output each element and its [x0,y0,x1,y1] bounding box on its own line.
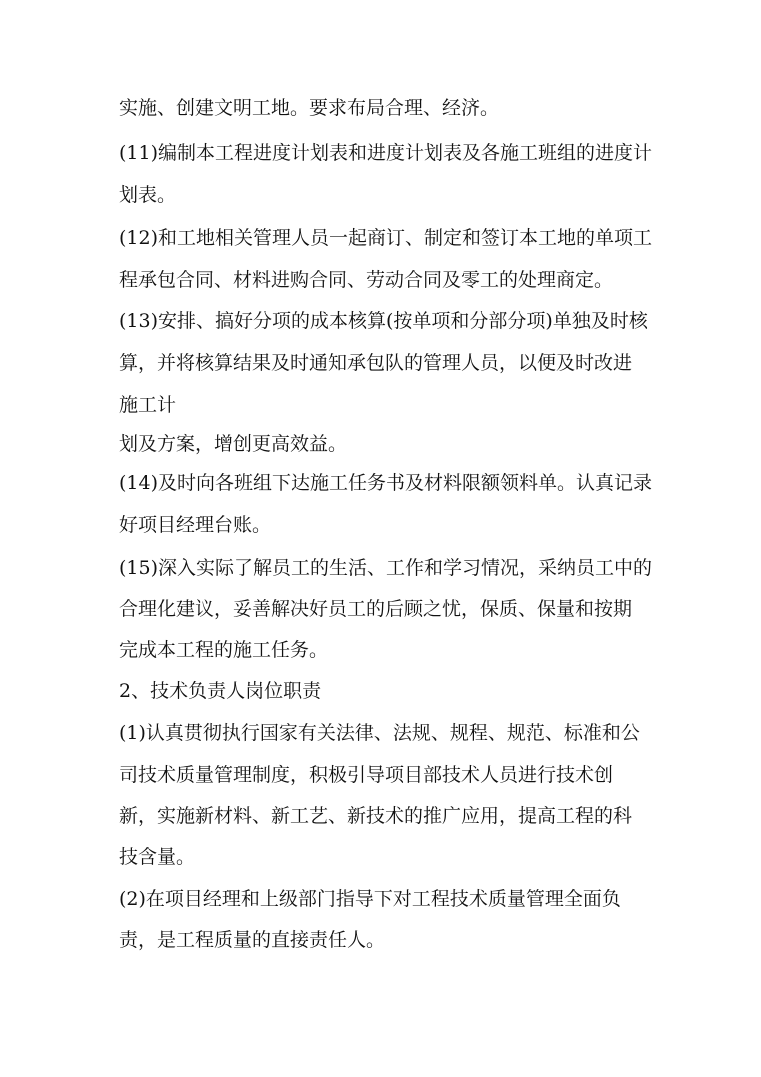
text-line: 划及方案，增创更高效益。 [119,433,348,455]
text-line: 算，并将核算结果及时通知承包队的管理人员，以便及时改进 [119,352,633,374]
text-line: (1)认真贯彻执行国家有关法律、法规、规程、规范、标准和公 [119,722,640,744]
text-line: (14)及时向各班组下达施工任务书及材料限额领料单。认真记录 [119,472,653,494]
section-heading: 2、技术负责人岗位职责 [119,680,322,702]
text-line: (11)编制本工程进度计划表和进度计划表及各施工班组的进度计 [119,142,653,164]
text-line: 实施、创建文明工地。要求布局合理、经济。 [119,97,500,119]
text-line: 施工计 [119,394,177,416]
text-line: 技含量。 [119,846,196,868]
text-line: 合理化建议，妥善解决好员工的后顾之忧，保质、保量和按期 [119,598,633,620]
text-line: (2)在项目经理和上级部门指导下对工程技术质量管理全面负 [119,888,621,910]
text-line: 新，实施新材料、新工艺、新技术的推广应用，提高工程的科 [119,805,633,827]
text-line: 划表。 [119,184,177,206]
text-line: 好项目经理台账。 [119,514,272,536]
text-line: 司技术质量管理制度，积极引导项目部技术人员进行技术创 [119,764,614,786]
text-line: (15)深入实际了解员工的生活、工作和学习情况，采纳员工中的 [119,557,653,579]
text-line: (12)和工地相关管理人员一起商订、制定和签订本工地的单项工 [119,227,653,249]
text-line: 完成本工程的施工任务。 [119,639,329,661]
text-line: 责，是工程质量的直接责任人。 [119,929,386,951]
text-line: (13)安排、搞好分项的成本核算(按单项和分部分项)单独及时核 [119,310,648,332]
text-line: 程承包合同、材料进购合同、劳动合同及零工的处理商定。 [119,269,614,291]
